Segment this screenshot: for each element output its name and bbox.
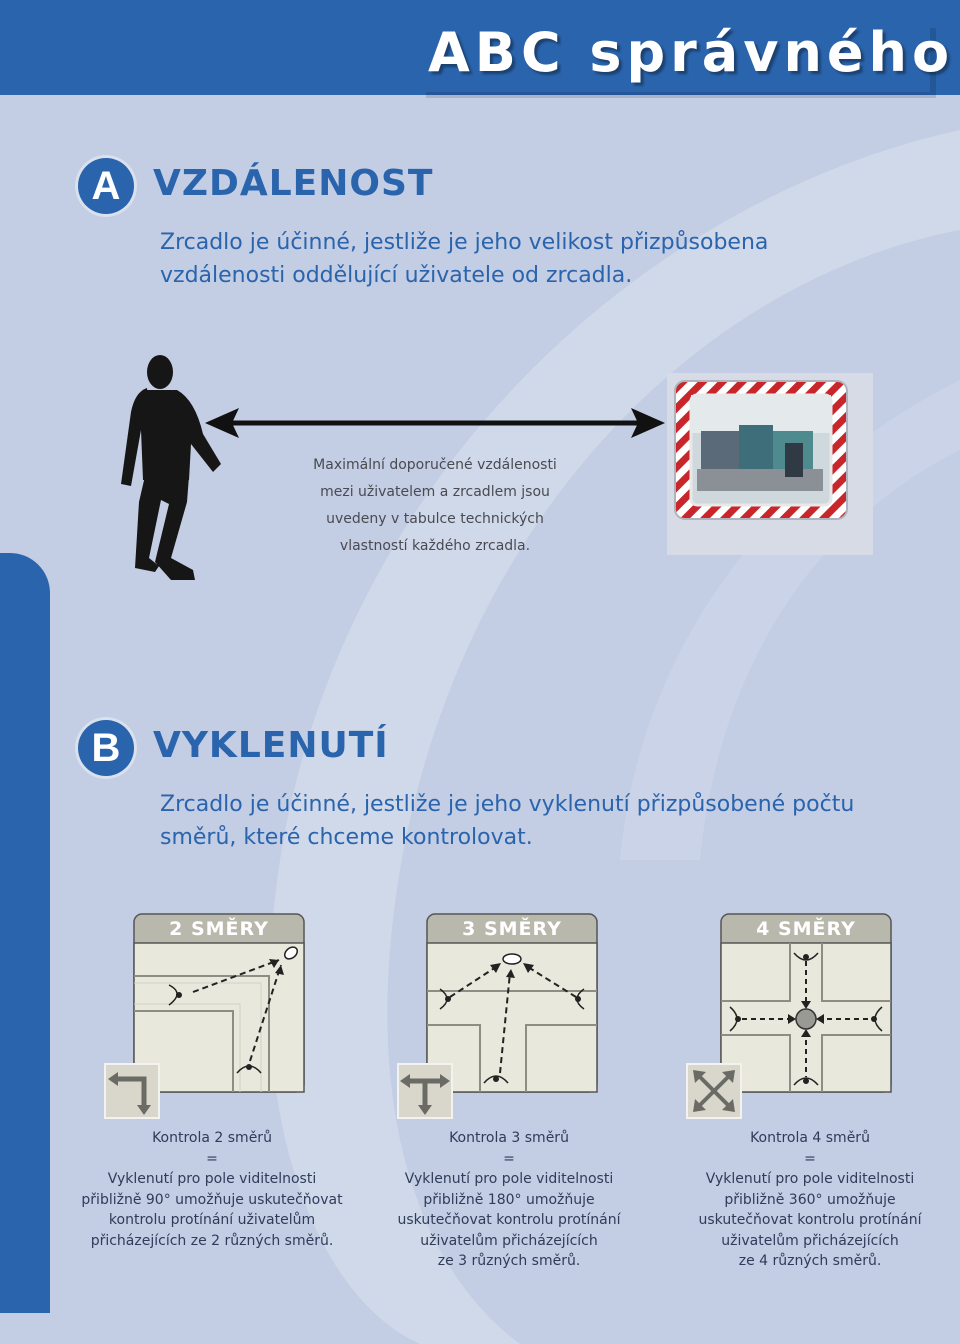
page-number: 4 <box>22 1240 34 1261</box>
page-title: ABC správného <box>428 21 955 84</box>
double-arrow-icon <box>205 406 665 440</box>
desc-line: Vyklenutí pro pole viditelnosti <box>404 1171 614 1187</box>
desc-line: uživatelům přicházejících <box>420 1232 598 1249</box>
desc-line: = <box>206 1150 218 1167</box>
lead-line: vzdálenosti oddělující uživatele od zrcadla. <box>160 263 633 288</box>
section-a-badge: A <box>78 158 134 214</box>
section-b-heading: VYKLENUTÍ <box>153 725 389 766</box>
distance-note <box>290 452 580 560</box>
desc-line: uživatelům přicházejících <box>721 1232 899 1249</box>
panel-4-title: 4 SMĚRY <box>756 918 856 940</box>
panel-4-description <box>660 1128 960 1272</box>
section-b-lead <box>160 788 854 854</box>
lead-line: Zrcadlo je účinné, jestliže je jeho velikost přizpůsobena <box>160 230 769 255</box>
desc-line: ze 4 různých směrů. <box>738 1253 882 1269</box>
desc-line: Vyklenutí pro pole viditelnosti <box>705 1171 915 1187</box>
section-a-heading: VZDÁLENOST <box>153 163 434 204</box>
lead-line: směrů, které chceme kontrolovat. <box>160 825 533 850</box>
desc-line: kontrolu protínání uživatelům <box>108 1212 316 1228</box>
lead-line: Zrcadlo je účinné, jestliže je jeho vyklenutí přizpůsobené počtu <box>160 792 855 817</box>
note-line: vlastností každého zrcadla. <box>339 538 531 554</box>
section-b-badge: B <box>78 720 134 776</box>
desc-line: přibližně 90° umožňuje uskutečňovat <box>81 1191 343 1208</box>
four-way-sign-icon <box>686 1063 742 1119</box>
desc-line: Kontrola 4 směrů <box>750 1130 870 1146</box>
desc-line: přibližně 180° umožňuje <box>423 1191 595 1208</box>
desc-line: uskutečňovat kontrolu protínání <box>698 1212 922 1228</box>
two-way-sign-icon <box>104 1063 160 1119</box>
traffic-mirror-icon <box>667 373 873 555</box>
desc-line: přicházejících ze 2 různých směrů. <box>90 1232 334 1249</box>
desc-line: uskutečňovat kontrolu protínání <box>397 1212 621 1228</box>
note-line: Maximální doporučené vzdálenosti <box>313 457 557 473</box>
three-way-sign-icon <box>397 1063 453 1119</box>
desc-line: přibližně 360° umožňuje <box>724 1191 896 1208</box>
note-line: uvedeny v tabulce technických <box>326 511 544 527</box>
section-a-lead <box>160 226 768 292</box>
panel-2-description <box>62 1128 362 1251</box>
person-walking-icon <box>115 352 230 584</box>
desc-line: Vyklenutí pro pole viditelnosti <box>107 1171 317 1187</box>
panel-3-title: 3 SMĚRY <box>462 918 562 940</box>
desc-line: ze 3 různých směrů. <box>437 1253 581 1269</box>
desc-line: = <box>503 1150 515 1167</box>
note-line: mezi uživatelem a zrcadlem jsou <box>320 484 550 500</box>
panel-2-title: 2 SMĚRY <box>169 918 269 940</box>
side-tab <box>0 553 50 1313</box>
desc-line: = <box>804 1150 816 1167</box>
desc-line: Kontrola 2 směrů <box>152 1130 272 1146</box>
desc-line: Kontrola 3 směrů <box>449 1130 569 1146</box>
panel-4-directions-diagram <box>720 913 892 1093</box>
panel-3-description <box>359 1128 659 1272</box>
